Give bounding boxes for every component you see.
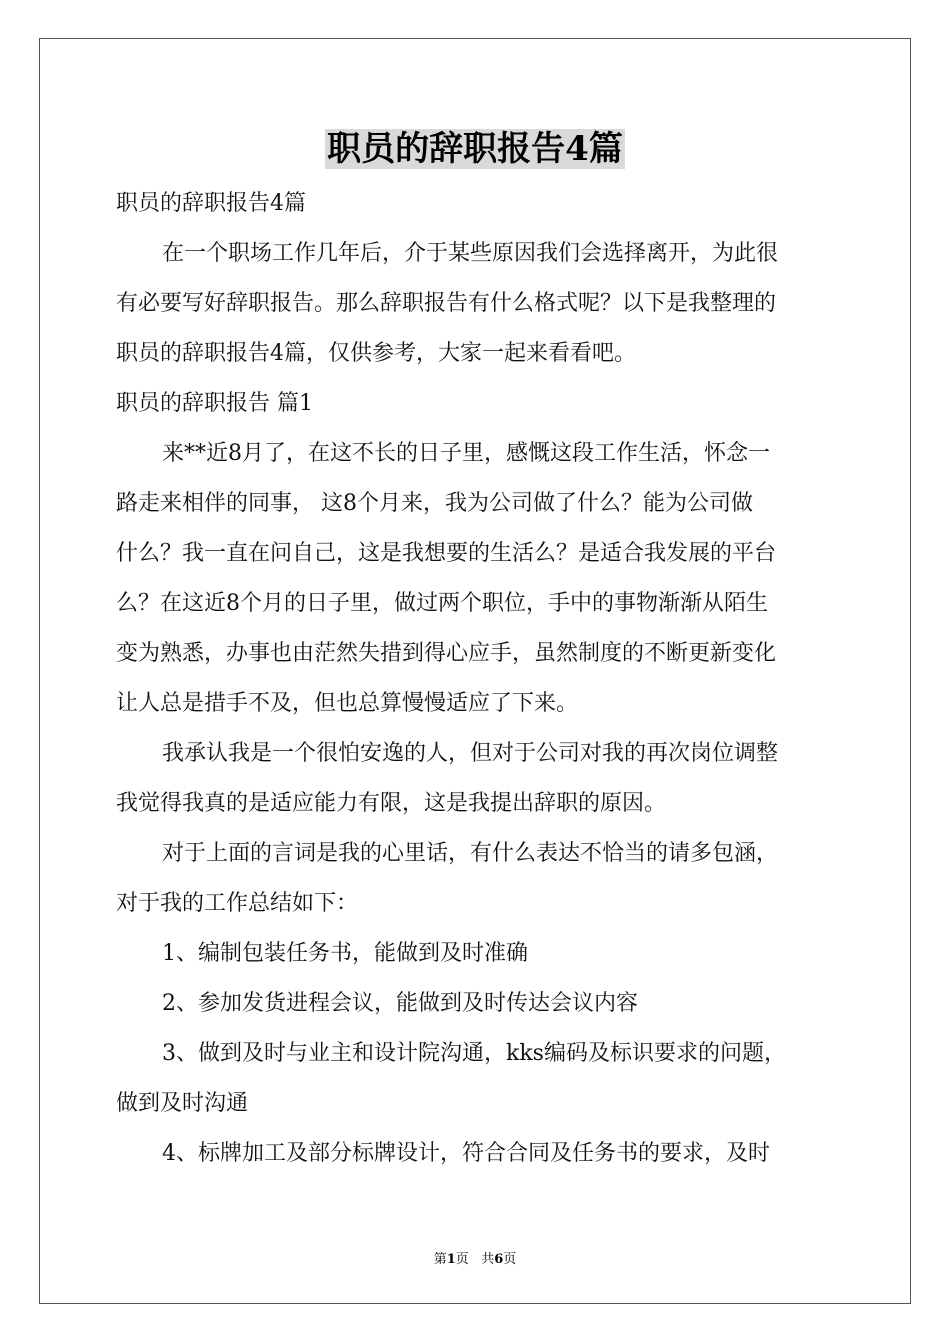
page-footer bbox=[0, 1248, 950, 1267]
list-item: 2、参加发货进程会议，能做到及时传达会议内容 bbox=[162, 991, 638, 1016]
list-item-continuation: 做到及时沟通 bbox=[116, 1091, 249, 1116]
footer-page-number: 1 bbox=[446, 1252, 456, 1267]
section-heading: 职员的辞职报告 篇1 bbox=[116, 391, 313, 416]
paragraph-line: 有必要写好辞职报告。那么辞职报告有什么格式呢？以下是我整理的 bbox=[116, 291, 777, 316]
footer-total-prefix: 共 bbox=[481, 1252, 495, 1267]
paragraph-line: 么？在这近8个月的日子里，做过两个职位，手中的事物渐渐从陌生 bbox=[116, 591, 768, 616]
paragraph-line: 来**近8月了，在这不长的日子里，感慨这段工作生活，怀念一 bbox=[162, 441, 770, 466]
document-title bbox=[0, 126, 950, 172]
paragraph-line: 在一个职场工作几年后，介于某些原因我们会选择离开，为此很 bbox=[162, 241, 779, 266]
paragraph-line: 什么？我一直在问自己，这是我想要的生活么？是适合我发展的平台 bbox=[116, 541, 777, 566]
list-item: 4、标牌加工及部分标牌设计，符合合同及任务书的要求，及时 bbox=[162, 1141, 770, 1166]
subtitle-line: 职员的辞职报告4篇 bbox=[116, 191, 306, 216]
footer-total-pages: 6 bbox=[494, 1252, 504, 1267]
footer-total-suffix: 页 bbox=[503, 1252, 517, 1267]
paragraph-line: 对于我的工作总结如下： bbox=[116, 891, 359, 916]
list-item: 3、做到及时与业主和设计院沟通，kks编码及标识要求的问题， bbox=[162, 1041, 786, 1066]
footer-page-suffix: 页 bbox=[455, 1252, 469, 1267]
paragraph-line: 职员的辞职报告4篇，仅供参考，大家一起来看看吧。 bbox=[116, 341, 636, 366]
document-title-text: 职员的辞职报告4篇 bbox=[327, 129, 623, 169]
paragraph-line: 让人总是措手不及，但也总算慢慢适应了下来。 bbox=[116, 691, 579, 716]
paragraph-line: 对于上面的言词是我的心里话，有什么表达不恰当的请多包涵， bbox=[162, 841, 779, 866]
paragraph-line: 路走来相伴的同事， 这8个月来，我为公司做了什么？能为公司做 bbox=[116, 491, 753, 516]
list-item: 1、编制包装任务书，能做到及时准确 bbox=[162, 941, 528, 966]
paragraph-line: 变为熟悉，办事也由茫然失措到得心应手，虽然制度的不断更新变化 bbox=[116, 641, 777, 666]
footer-prefix: 第 bbox=[433, 1252, 447, 1267]
paragraph-line: 我觉得我真的是适应能力有限，这是我提出辞职的原因。 bbox=[116, 791, 667, 816]
paragraph-line: 我承认我是一个很怕安逸的人，但对于公司对我的再次岗位调整 bbox=[162, 741, 779, 766]
